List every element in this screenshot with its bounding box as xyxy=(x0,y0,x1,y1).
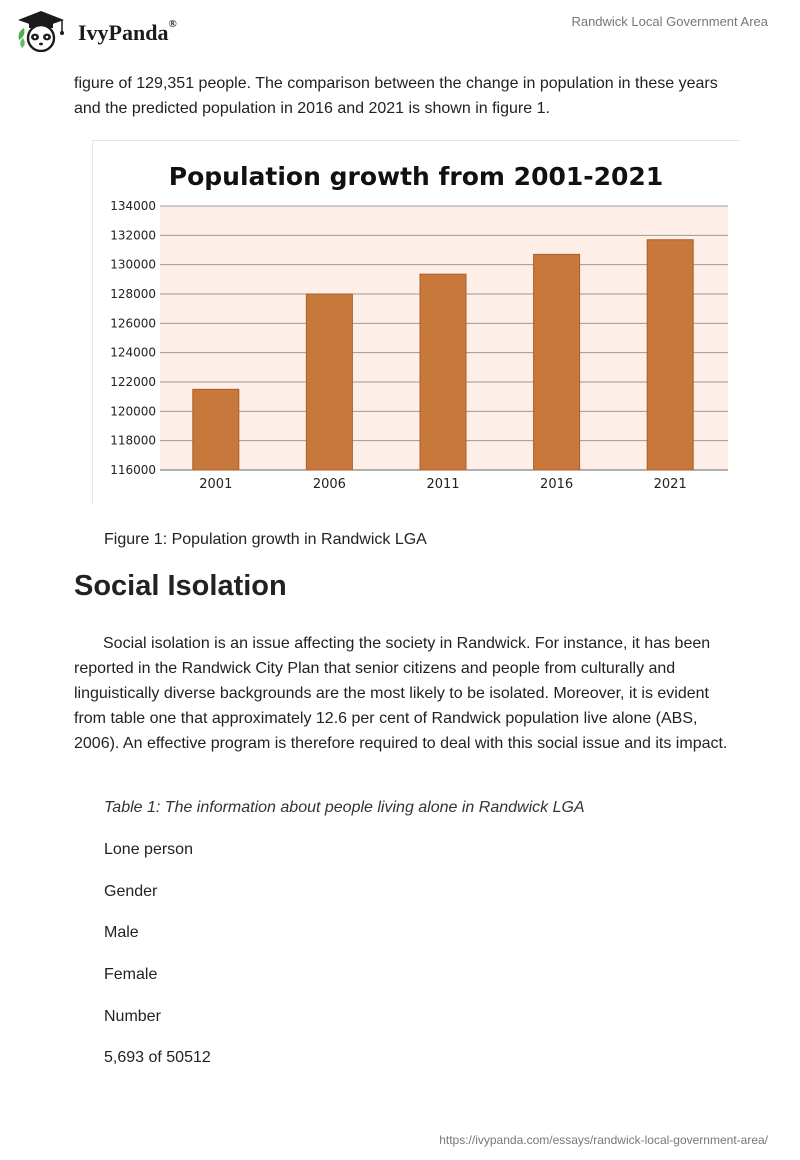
bar-2001 xyxy=(193,389,239,470)
section-heading: Social Isolation xyxy=(74,570,287,602)
footer-url[interactable]: https://ivypanda.com/essays/randwick-local-government-area/ xyxy=(439,1133,768,1147)
panda-graduate-icon xyxy=(14,8,74,52)
y-tick-label: 126000 xyxy=(110,316,156,331)
table-line: Male xyxy=(104,924,139,941)
table-line: Number xyxy=(104,1008,161,1025)
y-tick-label: 124000 xyxy=(110,345,156,360)
document-title: Randwick Local Government Area xyxy=(571,14,768,29)
y-tick-label: 130000 xyxy=(110,257,156,272)
y-tick-label: 122000 xyxy=(110,375,156,389)
page-header xyxy=(0,0,800,64)
y-tick-label: 116000 xyxy=(110,463,156,477)
ivypanda-logo[interactable] xyxy=(14,8,214,58)
population-chart xyxy=(92,140,740,504)
bar-2011 xyxy=(420,274,466,470)
table-line: Female xyxy=(104,966,158,983)
intro-paragraph: figure of 129,351 people. The comparison between the change in population in these years and the predicted population in 2016 and 2021 is shown in figure 1. xyxy=(74,75,718,117)
table-line: 5,693 of 50512 xyxy=(104,1049,211,1066)
bar-2016 xyxy=(534,254,580,470)
body-paragraph: Social isolation is an issue affecting the society in Randwick. For instance, it has been reported in the Randwick City Plan that senior citizens and people from culturally and linguistically diverse backgrounds are the most likely to be isolated. Moreover, it is evident from table one that approximately 12.6 per cent of Randwick population live alone (ABS, 2006). An effective program is therefore required to deal with this social issue and its impact. xyxy=(74,635,728,752)
x-tick-label: 2011 xyxy=(426,477,460,492)
y-tick-label: 134000 xyxy=(110,199,156,213)
x-tick-label: 2001 xyxy=(199,477,233,492)
table-line: Gender xyxy=(104,883,158,900)
bar-2006 xyxy=(306,294,352,470)
x-tick-label: 2006 xyxy=(312,477,346,492)
x-tick-label: 2021 xyxy=(653,477,687,492)
table-caption: Table 1: The information about people living alone in Randwick LGA xyxy=(104,799,585,816)
bar-2021 xyxy=(647,240,693,470)
y-tick-label: 118000 xyxy=(110,433,156,448)
y-tick-label: 120000 xyxy=(110,404,156,419)
y-tick-label: 132000 xyxy=(110,228,156,243)
table-line: Lone person xyxy=(104,841,193,858)
x-tick-label: 2016 xyxy=(540,477,574,492)
x-axis xyxy=(199,477,686,492)
chart-title: Population growth from 2001-2021 xyxy=(168,162,664,191)
brand-name: IvyPanda® xyxy=(78,18,177,45)
chart-canvas xyxy=(93,141,741,505)
y-axis xyxy=(110,199,156,477)
figure-caption: Figure 1: Population growth in Randwick LGA xyxy=(104,531,427,548)
y-tick-label: 128000 xyxy=(110,287,156,301)
